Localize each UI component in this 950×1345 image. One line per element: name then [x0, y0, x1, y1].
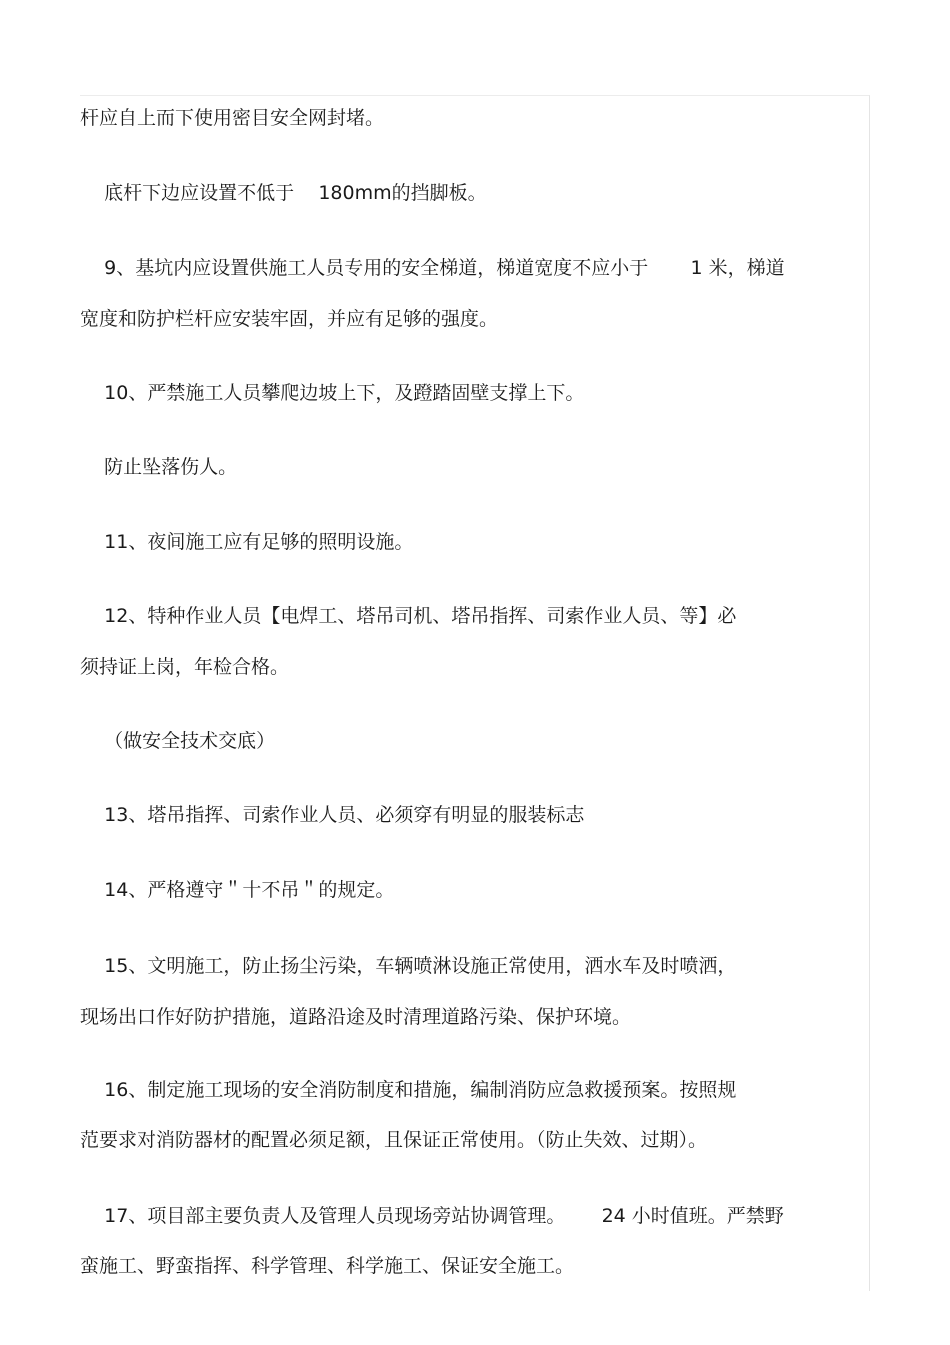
paragraph-line: 9、基坑内应设置供施工人员专用的安全梯道，梯道宽度不应小于 1 米，梯道: [80, 257, 785, 279]
paragraph-line: 杆应自上而下使用密目安全网封堵。: [80, 107, 385, 129]
paragraph-line: 12、特种作业人员【电焊工、塔吊司机、塔吊指挥、司索作业人员、等】必: [80, 605, 737, 627]
paragraph-line: 蛮施工、野蛮指挥、科学管理、科学施工、保证安全施工。: [80, 1255, 575, 1277]
paragraph-line: 16、制定施工现场的安全消防制度和措施，编制消防应急救援预案。按照规: [80, 1079, 737, 1101]
paragraph-line: 宽度和防护栏杆应安装牢固，并应有足够的强度。: [80, 308, 499, 330]
paragraph-line: 现场出口作好防护措施，道路沿途及时清理道路污染、保护环境。: [80, 1006, 632, 1028]
paragraph-line: （做安全技术交底）: [80, 730, 276, 752]
paragraph-line: 范要求对消防器材的配置必须足额，且保证正常使用。（防止失效、过期）。: [80, 1129, 708, 1151]
paragraph-line: 11、夜间施工应有足够的照明设施。: [80, 531, 414, 553]
paragraph-line: 15、文明施工，防止扬尘污染，车辆喷淋设施正常使用，洒水车及时喷洒，: [80, 955, 737, 977]
paragraph-line: 须持证上岗，年检合格。: [80, 656, 290, 678]
paragraph-line: 防止坠落伤人。: [80, 456, 238, 478]
paragraph-line: 14、严格遵守＂十不吊＂的规定。: [80, 879, 395, 901]
paragraph-line: 底杆下边应设置不低于 180mm的挡脚板。: [80, 182, 487, 204]
paragraph-line: 13、塔吊指挥、司索作业人员、必须穿有明显的服装标志: [80, 804, 585, 826]
paragraph-line: 17、项目部主要负责人及管理人员现场旁站协调管理。 24 小时值班。严禁野: [80, 1205, 784, 1227]
paragraph-line: 10、严禁施工人员攀爬边坡上下，及蹬踏固壁支撑上下。: [80, 382, 585, 404]
